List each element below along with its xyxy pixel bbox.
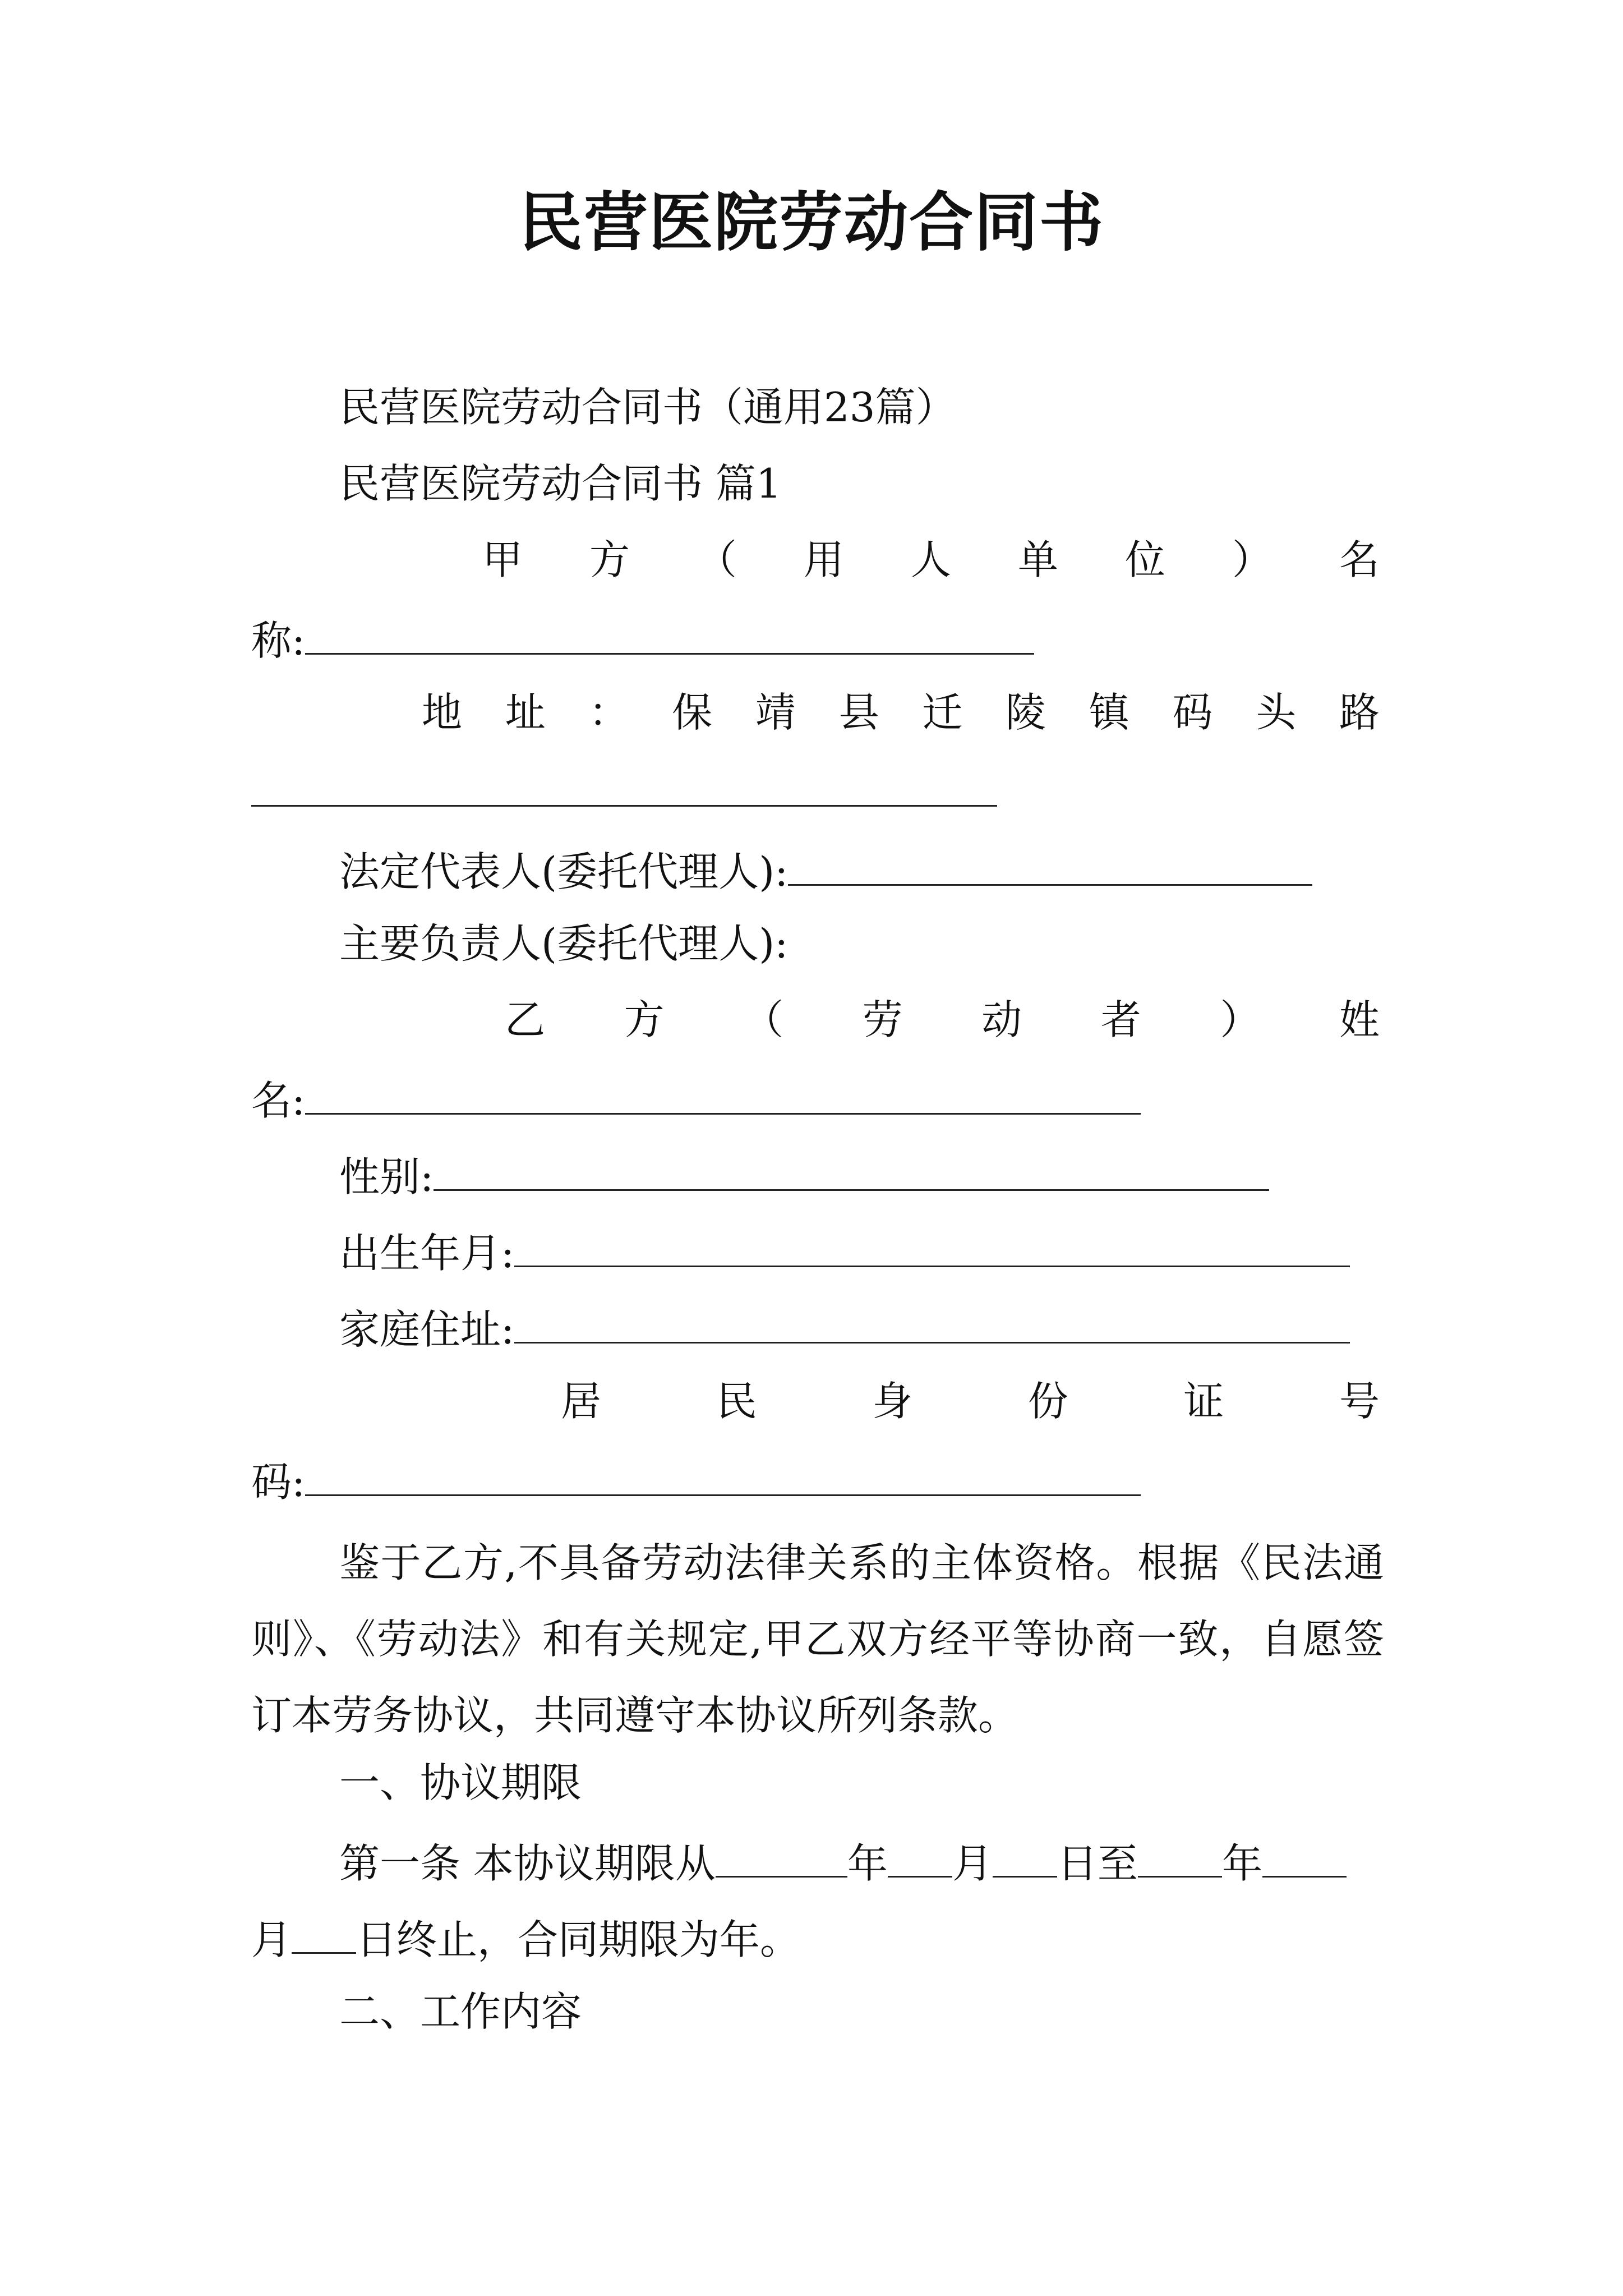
label-char: 人	[910, 536, 951, 583]
end-year-blank[interactable]	[1138, 1839, 1222, 1878]
party-a-name-blank[interactable]	[305, 616, 1034, 655]
end-day-blank[interactable]	[292, 1915, 356, 1954]
label-char: 地	[422, 689, 463, 736]
label-char: 份	[1027, 1378, 1068, 1425]
article-text: 日至	[1057, 1840, 1138, 1887]
legal-rep-blank[interactable]	[788, 847, 1312, 886]
field-label: 家庭住址:	[339, 1306, 515, 1353]
party-b-name-blank[interactable]	[305, 1076, 1141, 1115]
label-char: 迁	[922, 689, 963, 736]
principal-field: 主要负责人(委托代理人):	[339, 920, 789, 967]
label-char: 甲	[482, 536, 523, 583]
home-address-field	[339, 1305, 1350, 1353]
label-char: 址	[505, 689, 546, 736]
party-a-name-field	[251, 616, 1034, 664]
field-label: 出生年月:	[339, 1230, 515, 1277]
label-char: 号	[1339, 1378, 1380, 1425]
birth-field	[339, 1228, 1350, 1277]
article-1-line2	[251, 1915, 801, 1963]
label-char: 方	[624, 996, 665, 1043]
label-char: 用	[803, 536, 844, 583]
party-b-name-label	[505, 996, 1380, 1043]
label-char: 身	[872, 1378, 913, 1425]
document-subtitle: 民营医院劳动合同书（通用23篇）	[339, 384, 956, 431]
label-char: ）	[1220, 996, 1261, 1043]
label-char: ）	[1232, 536, 1272, 583]
start-day-blank[interactable]	[993, 1839, 1057, 1878]
field-label: 码:	[251, 1458, 306, 1506]
party-a-address	[422, 689, 1380, 736]
label-char: 方	[589, 536, 630, 583]
article-text: 年	[847, 1840, 888, 1887]
end-month-blank-part[interactable]	[1262, 1839, 1347, 1878]
field-label: 性别:	[339, 1153, 434, 1200]
label-char: 保	[672, 689, 713, 736]
section-2-heading: 二、工作内容	[339, 1988, 582, 2035]
label-char: 单	[1017, 536, 1058, 583]
label-char: 头	[1256, 689, 1297, 736]
party-b-name-field	[251, 1076, 1141, 1124]
id-number-field	[251, 1457, 1141, 1506]
gender-field	[339, 1152, 1269, 1200]
gender-blank[interactable]	[434, 1152, 1269, 1191]
label-char: 者	[1100, 996, 1141, 1043]
legal-rep-field	[339, 847, 1312, 895]
label-char: 码	[1172, 689, 1213, 736]
birth-blank[interactable]	[514, 1228, 1350, 1267]
party-a-name-label	[482, 536, 1380, 583]
label-char: 名	[1339, 536, 1380, 583]
label-char: 证	[1183, 1378, 1224, 1425]
article-text: 月	[251, 1916, 292, 1963]
label-char: 劳	[862, 996, 903, 1043]
article-text: 第一条 本协议期限从	[339, 1840, 716, 1887]
id-number-blank[interactable]	[305, 1457, 1141, 1496]
article-text: 年	[1221, 1840, 1262, 1887]
article-text: 月	[952, 1840, 993, 1887]
label-char: 路	[1339, 689, 1380, 736]
document-title: 民营医院劳动合同书	[518, 185, 1104, 260]
label-char: 动	[981, 996, 1022, 1043]
start-year-blank[interactable]	[716, 1839, 847, 1878]
label-char: （	[743, 996, 784, 1043]
label-char: 乙	[505, 996, 546, 1043]
label-char: 居	[561, 1378, 602, 1425]
start-month-blank[interactable]	[888, 1839, 952, 1878]
label-char: 县	[838, 689, 879, 736]
id-number-label	[561, 1378, 1380, 1425]
field-label: 称:	[251, 617, 306, 664]
label-char: 镇	[1089, 689, 1129, 736]
label-char: （	[696, 536, 737, 583]
home-address-blank[interactable]	[514, 1305, 1350, 1343]
part-heading: 民营医院劳动合同书 篇1	[339, 460, 782, 507]
label-char: 陵	[1006, 689, 1046, 736]
label-char: 位	[1124, 536, 1165, 583]
section-1-heading: 一、协议期限	[339, 1759, 582, 1806]
label-char: ：	[588, 689, 629, 736]
label-char: 民	[716, 1378, 757, 1425]
party-a-address-blank[interactable]	[251, 805, 997, 807]
label-char: 姓	[1339, 996, 1380, 1043]
field-label: 名:	[251, 1077, 306, 1124]
field-label: 法定代表人(委托代理人):	[339, 848, 789, 895]
preamble-paragraph: 鉴于乙方,不具备劳动法律关系的主体资格。根据《民法通则》、《劳动法》和有关规定,甲乙双方经平等协商一致，自愿签订本劳务协议，共同遵守本协议所列条款。	[251, 1539, 1384, 1739]
article-text: 日终止，合同期限为年。	[356, 1916, 801, 1963]
article-1-line1	[339, 1839, 1347, 1887]
label-char: 靖	[755, 689, 796, 736]
